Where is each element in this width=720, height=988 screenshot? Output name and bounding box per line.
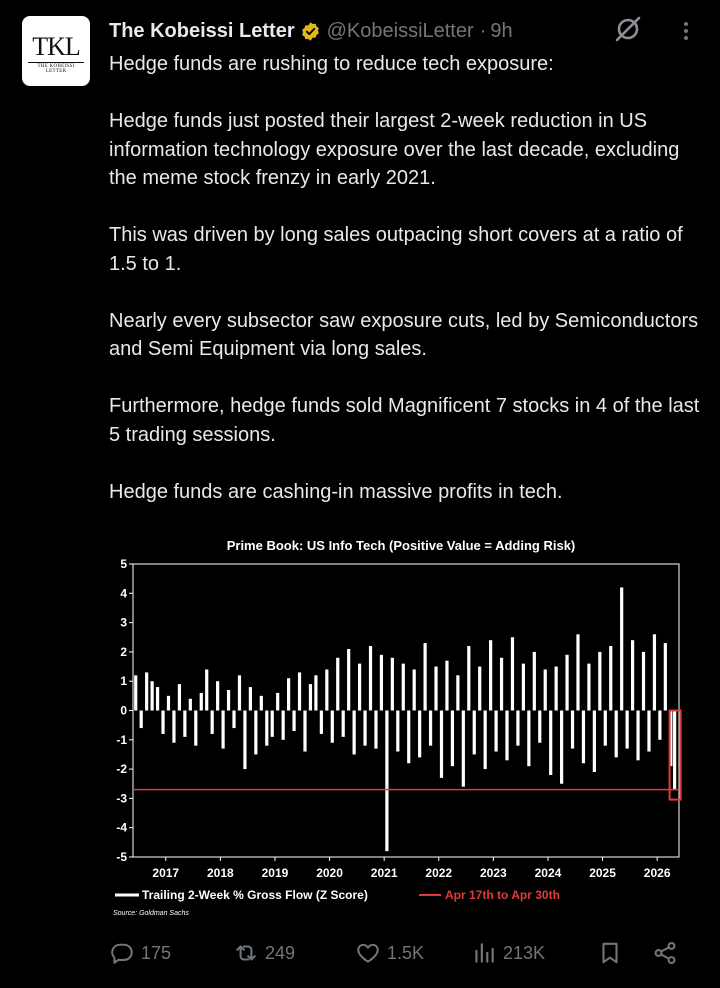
legend-label-zscore: Trailing 2-Week % Gross Flow (Z Score): [142, 888, 368, 902]
bar: [615, 711, 618, 758]
y-tick-label: 5: [120, 557, 127, 571]
author-avatar[interactable]: [22, 16, 90, 86]
x-tick-label: 2019: [261, 866, 289, 880]
bar: [145, 672, 148, 710]
bar: [647, 711, 650, 752]
bar: [205, 669, 208, 710]
bar: [451, 711, 454, 767]
bar: [456, 675, 459, 710]
bar: [418, 711, 421, 758]
bar: [287, 678, 290, 710]
bar: [549, 711, 552, 775]
tweet-time[interactable]: 9h: [490, 19, 513, 42]
share-icon: [652, 940, 678, 966]
x-tick-label: 2025: [589, 866, 616, 880]
reply-button[interactable]: [109, 937, 171, 969]
bar: [282, 711, 285, 740]
bookmark-icon: [597, 940, 623, 966]
bar: [473, 711, 476, 755]
bar: [353, 711, 356, 755]
bar: [494, 711, 497, 752]
bar: [609, 646, 612, 710]
bar: [440, 711, 443, 778]
bar: [298, 672, 301, 710]
like-count: 1.5K: [387, 942, 425, 963]
x-axis: [152, 857, 670, 880]
y-tick-label: -3: [116, 791, 127, 806]
time-separator: ·: [479, 19, 487, 42]
chart: [109, 530, 693, 920]
bar: [374, 711, 377, 749]
legend-label-period: Apr 17th to Apr 30th: [445, 888, 560, 902]
tweet-text: Hedge funds are rushing to reduce tech exposure: Hedge funds just posted their largest 2-week reduction in US information technology exposure over the last decade, excluding the meme stock frenzy in early 2021. This was driven by long sales outpacing short covers at a ratio of 1.5 to 1. Nearly every subsector saw exposure cuts, led by Semiconductors and Semi Equipment via long sales. Furthermore, hedge funds sold Magnificent 7 stocks in 4 of the last 5 trading sessions. Hedge funds are cashing-in massive profits in tech.: [109, 53, 700, 503]
bar: [642, 652, 645, 711]
x-tick-label: 2023: [480, 866, 507, 880]
legend: [115, 888, 560, 902]
bar: [478, 667, 481, 711]
bar: [156, 687, 159, 710]
bar: [221, 711, 224, 749]
bar: [167, 696, 170, 711]
bar: [516, 711, 519, 746]
bar: [522, 664, 525, 711]
bar: [232, 711, 235, 729]
bar: [631, 640, 634, 710]
bar: [658, 711, 661, 740]
bar: [527, 711, 530, 767]
chart-title: Prime Book: US Info Tech (Positive Value = Adding Risk): [226, 538, 576, 553]
bar: [560, 711, 563, 784]
verified-badge-icon: [300, 21, 321, 42]
bar: [314, 675, 317, 710]
bar: [243, 711, 246, 770]
bar: [276, 693, 279, 711]
bar: [292, 711, 295, 732]
bar: [254, 711, 257, 755]
bar: [200, 693, 203, 711]
bar: [582, 711, 585, 764]
bar: [424, 643, 427, 710]
bar: [620, 587, 623, 710]
bar: [571, 711, 574, 749]
bar: [598, 652, 601, 711]
heart-icon: [355, 940, 381, 966]
bar: [604, 711, 607, 746]
bar: [216, 681, 219, 710]
bar: [467, 646, 470, 710]
y-tick-label: 4: [120, 586, 127, 601]
tweet-media-chart[interactable]: [109, 530, 693, 920]
bar: [664, 643, 667, 710]
bar: [380, 655, 383, 711]
bar: [325, 669, 328, 710]
bar: [249, 687, 252, 710]
bar: [429, 711, 432, 746]
bar-series: [134, 587, 676, 851]
bar: [211, 711, 214, 734]
bar: [178, 684, 181, 710]
y-tick-label: 2: [120, 644, 127, 659]
x-tick-label: 2024: [534, 866, 562, 880]
x-tick-label: 2017: [152, 866, 180, 880]
views-button[interactable]: [471, 937, 545, 969]
bar: [402, 664, 405, 711]
bar: [391, 658, 394, 711]
bar: [489, 640, 492, 710]
bar: [673, 711, 676, 790]
bar: [303, 711, 306, 752]
bar: [151, 681, 154, 710]
bar: [445, 661, 448, 711]
bar: [265, 711, 268, 746]
bar: [484, 711, 487, 770]
bar: [555, 667, 558, 711]
bar: [407, 711, 410, 764]
bar: [336, 658, 339, 711]
bar: [593, 711, 596, 773]
author-handle[interactable]: @KobeissiLetter: [326, 19, 474, 42]
bar: [309, 684, 312, 710]
bar: [385, 711, 388, 852]
bar: [342, 711, 345, 737]
more-options-icon[interactable]: [676, 20, 696, 42]
y-tick-label: -2: [116, 762, 127, 777]
y-tick-label: 1: [120, 674, 127, 689]
bar: [331, 711, 334, 743]
action-bar: [109, 933, 694, 973]
bar: [260, 696, 263, 711]
reply-count: 175: [141, 942, 172, 963]
bar: [511, 637, 514, 710]
bar: [636, 711, 639, 761]
bar: [533, 652, 536, 711]
bar: [238, 675, 241, 710]
author-name[interactable]: The Kobeissi Letter: [109, 19, 295, 42]
x-tick-label: 2026: [643, 866, 671, 880]
bar: [565, 655, 568, 711]
bar: [347, 649, 350, 711]
bar: [396, 711, 399, 752]
bar: [140, 711, 143, 729]
share-button[interactable]: [652, 937, 684, 969]
bar: [544, 669, 547, 710]
repost-icon: [233, 940, 259, 966]
bar: [462, 711, 465, 787]
y-tick-label: -5: [116, 850, 127, 864]
bar: [227, 690, 230, 711]
bar: [434, 667, 437, 711]
bar: [172, 711, 175, 743]
views-chart-icon: [471, 940, 497, 966]
chart-source: Source: Goldman Sachs: [113, 910, 189, 917]
bar: [587, 664, 590, 711]
bar: [271, 711, 274, 737]
x-tick-label: 2018: [207, 866, 234, 880]
bar: [369, 646, 372, 710]
x-tick-label: 2020: [316, 866, 343, 880]
plot-frame: [133, 564, 679, 857]
repost-button[interactable]: [233, 937, 295, 969]
reply-icon: [109, 940, 135, 966]
bookmark-button[interactable]: [597, 937, 629, 969]
x-tick-label: 2021: [370, 866, 398, 880]
y-tick-label: -1: [116, 732, 127, 747]
bar: [538, 711, 541, 743]
bar: [576, 634, 579, 710]
bar: [183, 711, 186, 737]
bar: [194, 711, 197, 746]
x-tick-label: 2022: [425, 866, 453, 880]
bar: [413, 669, 416, 710]
bar: [358, 664, 361, 711]
y-tick-label: -4: [116, 820, 127, 835]
bar: [134, 675, 137, 710]
avatar-monogram: TKL: [32, 32, 80, 61]
views-count: 213K: [503, 942, 546, 963]
y-tick-label: 3: [120, 615, 127, 630]
repost-count: 249: [265, 942, 296, 963]
like-button[interactable]: [355, 937, 424, 969]
avatar-subtext: THE KOBEISSI LETTER: [28, 62, 84, 74]
y-tick-label: 0: [120, 703, 127, 718]
bar: [626, 711, 629, 749]
bar: [500, 658, 503, 711]
bar: [161, 711, 164, 734]
bar: [653, 634, 656, 710]
bar: [505, 711, 508, 761]
grok-icon[interactable]: [613, 14, 643, 44]
bar: [189, 699, 192, 711]
y-axis: [116, 557, 133, 864]
bar: [320, 711, 323, 734]
bar: [363, 711, 366, 746]
